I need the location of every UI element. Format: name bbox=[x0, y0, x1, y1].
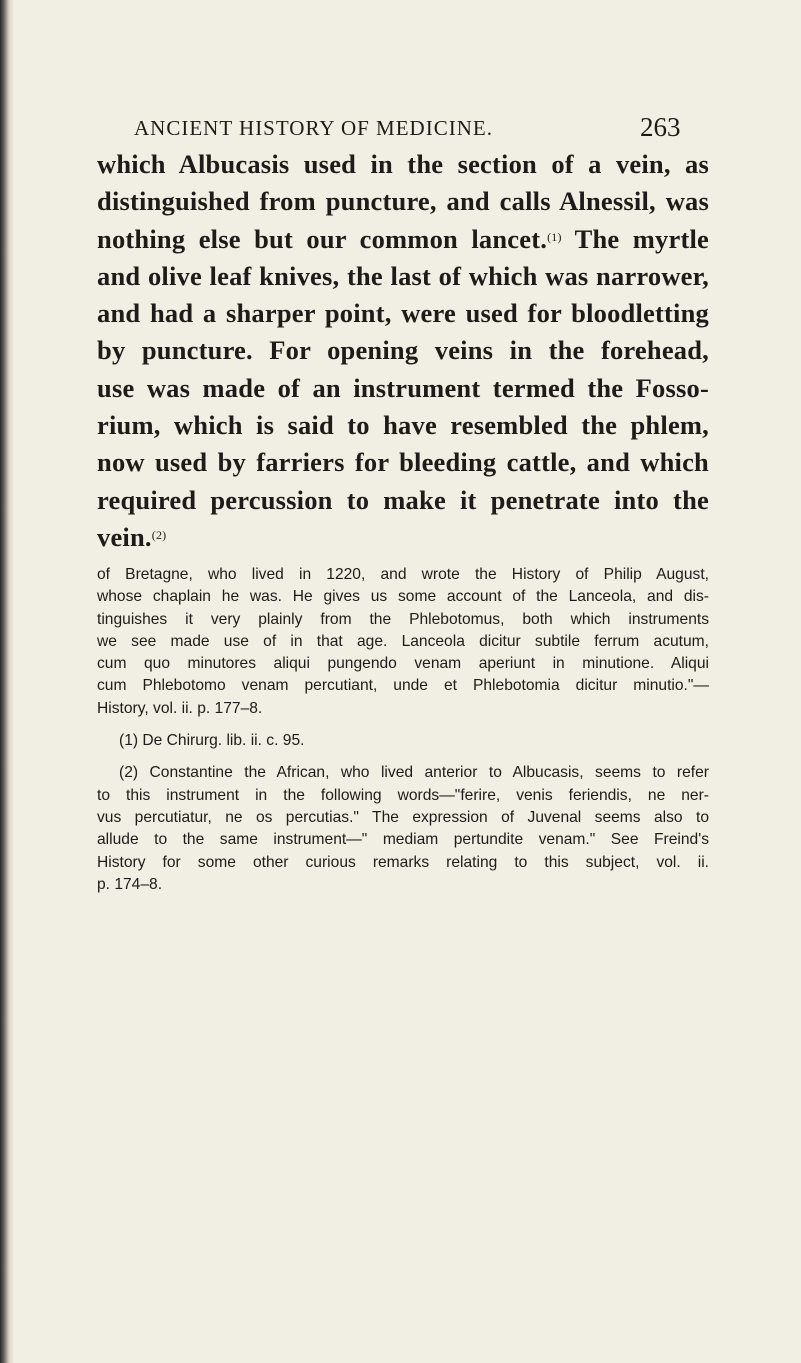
text-fragment: The myrtle bbox=[561, 223, 709, 254]
footnote-line: History, vol. ii. p. 177–8. bbox=[97, 699, 263, 717]
text-line: rium, which is said to have resembled the phlem, bbox=[97, 410, 709, 441]
text-line: by puncture. For opening veins in the forehead, bbox=[97, 335, 709, 366]
footnotes bbox=[97, 564, 709, 906]
text-line: distinguished from puncture, and calls Alnessil, was bbox=[97, 186, 709, 217]
text-line: and had a sharper point, were used for bloodletting bbox=[97, 298, 709, 329]
footnote-line: History for some other curious remarks relating to this subject, vol. ii. bbox=[97, 853, 709, 871]
footnote-line: (1) De Chirurg. lib. ii. c. 95. bbox=[119, 732, 305, 750]
footnote-line: of Bretagne, who lived in 1220, and wrote the History of Philip August, bbox=[97, 566, 709, 583]
text-fragment: nothing else but our common lancet. bbox=[97, 223, 548, 254]
footnote-line: (2) Constantine the African, who lived anterior to Albucasis, seems to refer bbox=[119, 764, 709, 782]
main-text bbox=[97, 146, 709, 556]
footnote-ref-2: (2) bbox=[151, 527, 167, 542]
footnote-ref-1: (1) bbox=[547, 229, 562, 244]
footnote-1 bbox=[97, 730, 709, 752]
text-line: required percussion to make it penetrate into the bbox=[97, 484, 709, 515]
text-fragment: vein. bbox=[97, 521, 152, 552]
text-line: use was made of an instrument termed the Fosso- bbox=[97, 372, 709, 403]
running-head: ANCIENT HISTORY OF MEDICINE. bbox=[134, 116, 493, 140]
footnote-line: allude to the same instrument—" mediam pertundite venam." See Freind's bbox=[97, 831, 709, 849]
page-binding-edge bbox=[0, 0, 14, 1363]
footnote-continuation bbox=[97, 564, 709, 720]
text-line: and olive leaf knives, the last of which was narrower, bbox=[97, 260, 709, 291]
footnote-line: tinguishes it very plainly from the Phlebotomus, both which instruments bbox=[97, 610, 709, 628]
footnote-line: cum quo minutores aliqui pungendo venam aperiunt in minutione. Aliqui bbox=[97, 655, 709, 673]
text-line bbox=[97, 221, 709, 258]
footnote-2 bbox=[97, 762, 709, 896]
footnote-line: we see made use of in that age. Lanceola dicitur subtile ferrum acutum, bbox=[97, 632, 709, 650]
footnote-line: vus percutiatur, ne os percutias." The expression of Juvenal seems also to bbox=[97, 808, 709, 826]
footnote-line: p. 174–8. bbox=[97, 875, 163, 893]
footnote-line: whose chaplain he was. He gives us some account of the Lanceola, and dis- bbox=[97, 588, 709, 606]
text-line: which Albucasis used in the section of a vein, as bbox=[97, 149, 709, 179]
footnote-line: cum Phlebotomo venam percutiant, unde et Phlebotomia dicitur minutio."— bbox=[97, 677, 709, 695]
text-line bbox=[97, 519, 709, 556]
page-number: 263 bbox=[640, 112, 681, 142]
text-line: now used by farriers for bleeding cattle, and which bbox=[97, 447, 709, 478]
footnote-line: to this instrument in the following words—"ferire, venis feriendis, ne ner- bbox=[97, 786, 709, 804]
